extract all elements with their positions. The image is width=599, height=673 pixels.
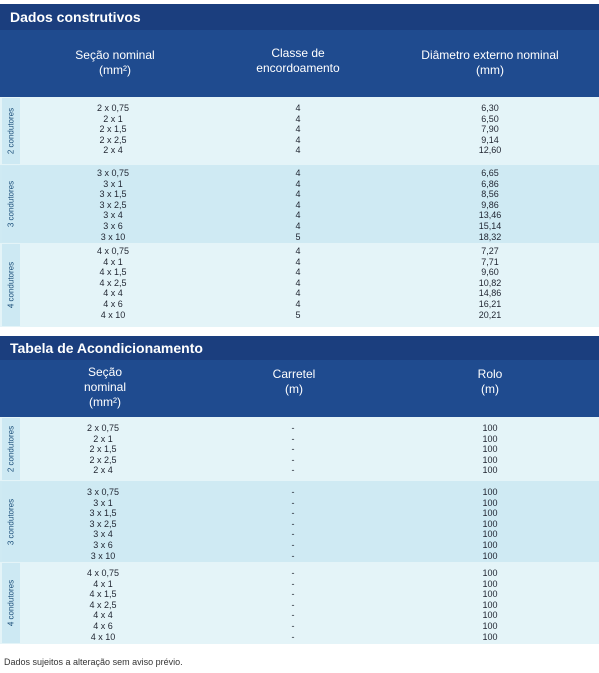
table-cell: - — [291, 423, 295, 433]
table-cell: 100 — [482, 487, 498, 497]
table-cell: 100 — [482, 454, 498, 465]
header-carretel: Carretel (m) — [272, 367, 316, 396]
col-secao — [68, 168, 158, 242]
table-cell: 2 x 0,75 — [86, 423, 120, 433]
table-cell: 4 x 10 — [90, 631, 116, 642]
header-secao-nominal: Seção nominal (mm²) — [75, 48, 155, 77]
table-cell: 4 — [295, 145, 301, 156]
table-cell: 4 x 4 — [103, 288, 123, 299]
table-cell: 4 — [295, 298, 301, 309]
table-cell: 3 x 6 — [93, 539, 113, 550]
table-cell: - — [291, 610, 295, 621]
table-cell: 9,14 — [481, 134, 499, 145]
table-cell: 100 — [482, 465, 498, 476]
table-cell: 4 — [295, 124, 301, 135]
table-cell: 100 — [482, 568, 498, 578]
table-cell: 14,86 — [478, 288, 502, 299]
table1-title: Dados construtivos — [0, 4, 599, 30]
table-cell: 100 — [482, 589, 498, 600]
table-cell: 100 — [482, 518, 498, 529]
table-cell: 2 x 2,5 — [89, 454, 117, 465]
table-cell: 5 — [295, 309, 301, 320]
table-cell: - — [291, 497, 295, 508]
col-rolo — [445, 568, 535, 642]
table-cell: 18,32 — [478, 231, 502, 242]
table-cell: 100 — [482, 444, 498, 455]
table-cell: 4 — [295, 246, 301, 256]
table-cell: 12,60 — [478, 145, 502, 156]
col-classe — [253, 246, 343, 320]
table-cell: 2 x 2,5 — [99, 134, 127, 145]
table-cell: 4 — [295, 189, 301, 200]
table-cell: 15,14 — [478, 220, 502, 231]
group-label-4-condutores: 4 condutores — [2, 244, 20, 326]
table-cell: 2 x 1 — [103, 113, 123, 124]
table-cell: 9,86 — [481, 199, 499, 210]
table-cell: 4 x 6 — [93, 620, 113, 631]
header-diametro-externo: Diâmetro externo nominal (mm) — [421, 48, 559, 77]
table-cell: - — [291, 433, 295, 444]
table-cell: 6,30 — [481, 103, 499, 113]
table-cell: 100 — [482, 610, 498, 621]
table-cell: 4 x 1 — [103, 256, 123, 267]
table2-group-2-condutores — [0, 417, 599, 481]
col-diametro — [445, 168, 535, 242]
table-cell: 2 x 1,5 — [89, 444, 117, 455]
col-rolo — [445, 487, 535, 561]
col-secao — [68, 103, 158, 156]
group-label-2-condutores: 2 condutores — [2, 418, 20, 480]
table-cell: 2 x 1 — [93, 433, 113, 444]
footnote: Dados sujeitos a alteração sem aviso prévio. — [4, 657, 183, 667]
table-cell: 4 — [295, 288, 301, 299]
table-cell: 9,60 — [481, 267, 499, 278]
table-cell: 4 x 0,75 — [86, 568, 120, 578]
table-cell: 4 — [295, 103, 301, 113]
table-cell: 16,21 — [478, 298, 502, 309]
table-cell: 3 x 10 — [90, 550, 116, 561]
table-cell: 100 — [482, 508, 498, 519]
table-cell: 4 — [295, 134, 301, 145]
table-cell: - — [291, 508, 295, 519]
table-cell: - — [291, 550, 295, 561]
table1-header — [0, 30, 599, 97]
table-cell: - — [291, 529, 295, 540]
col-carretel — [248, 487, 338, 561]
table-cell: 3 x 1 — [93, 497, 113, 508]
table-cell: 3 x 6 — [103, 220, 123, 231]
table-cell: 4 x 1,5 — [99, 267, 127, 278]
table-cell: - — [291, 631, 295, 642]
table-cell: 4 x 4 — [93, 610, 113, 621]
table-cell: 100 — [482, 599, 498, 610]
table-cell: 13,46 — [478, 210, 502, 221]
table-cell: 4 — [295, 220, 301, 231]
table-cell: 7,27 — [481, 246, 499, 256]
table-cell: 4 — [295, 199, 301, 210]
table-cell: - — [291, 465, 295, 476]
table-cell: - — [291, 578, 295, 589]
table-cell: 100 — [482, 539, 498, 550]
table-cell: 3 x 2,5 — [89, 518, 117, 529]
table-cell: 100 — [482, 497, 498, 508]
table-cell: - — [291, 487, 295, 497]
table-cell: - — [291, 444, 295, 455]
group-label-3-condutores: 3 condutores — [2, 166, 20, 242]
table-cell: 100 — [482, 423, 498, 433]
table-cell: 5 — [295, 231, 301, 242]
table1-group-2-condutores — [0, 97, 599, 165]
group-label-2-condutores: 2 condutores — [2, 98, 20, 164]
table-cell: - — [291, 539, 295, 550]
table-cell: 3 x 4 — [103, 210, 123, 221]
table-cell: 2 x 4 — [93, 465, 113, 476]
col-secao — [58, 568, 148, 642]
table-cell: 10,82 — [478, 277, 502, 288]
header-secao-nominal: Seção nominal (mm²) — [83, 365, 127, 409]
table-cell: 4 — [295, 178, 301, 189]
table-cell: 3 x 1,5 — [99, 189, 127, 200]
table-cell: 4 x 6 — [103, 298, 123, 309]
col-rolo — [445, 423, 535, 476]
table-cell: 2 x 1,5 — [99, 124, 127, 135]
table2-group-3-condutores — [0, 481, 599, 562]
table-cell: - — [291, 620, 295, 631]
table-cell: 4 x 2,5 — [89, 599, 117, 610]
table-cell: 100 — [482, 550, 498, 561]
table-cell: 3 x 10 — [100, 231, 126, 242]
header-rolo: Rolo (m) — [477, 367, 503, 396]
table-cell: 6,86 — [481, 178, 499, 189]
table-cell: 4 — [295, 168, 301, 178]
table2-group-4-condutores — [0, 562, 599, 644]
col-carretel — [248, 423, 338, 476]
col-secao — [58, 487, 148, 561]
table1-group-3-condutores — [0, 165, 599, 243]
col-classe — [253, 103, 343, 156]
table-cell: 2 x 0,75 — [96, 103, 130, 113]
table-cell: 20,21 — [478, 309, 502, 320]
table-cell: 6,50 — [481, 113, 499, 124]
table-cell: 100 — [482, 433, 498, 444]
table-cell: - — [291, 518, 295, 529]
table-cell: 4 — [295, 267, 301, 278]
table-cell: 100 — [482, 620, 498, 631]
table-cell: - — [291, 589, 295, 600]
table-cell: 3 x 4 — [93, 529, 113, 540]
col-diametro — [445, 103, 535, 156]
table1-group-4-condutores — [0, 243, 599, 327]
col-classe — [253, 168, 343, 242]
table-cell: - — [291, 454, 295, 465]
table-cell: 6,65 — [481, 168, 499, 178]
col-diametro — [445, 246, 535, 320]
table-cell: 4 x 2,5 — [99, 277, 127, 288]
table-cell: 4 x 0,75 — [96, 246, 130, 256]
col-carretel — [248, 568, 338, 642]
table-cell: 8,56 — [481, 189, 499, 200]
table-cell: 100 — [482, 578, 498, 589]
table-cell: 4 — [295, 210, 301, 221]
group-label-4-condutores: 4 condutores — [2, 563, 20, 643]
table-cell: 3 x 0,75 — [86, 487, 120, 497]
table-cell: 4 x 1 — [93, 578, 113, 589]
table-cell: 3 x 0,75 — [96, 168, 130, 178]
header-classe-encordoamento: Classe de encordoamento — [256, 46, 340, 75]
table-cell: 7,90 — [481, 124, 499, 135]
table-cell: 4 x 1,5 — [89, 589, 117, 600]
group-label-3-condutores: 3 condutores — [2, 482, 20, 561]
table-cell: 100 — [482, 529, 498, 540]
table-cell: 4 — [295, 277, 301, 288]
table-cell: - — [291, 568, 295, 578]
col-secao — [68, 246, 158, 320]
table-cell: 100 — [482, 631, 498, 642]
table-cell: 4 — [295, 256, 301, 267]
table-cell: - — [291, 599, 295, 610]
table-cell: 7,71 — [481, 256, 499, 267]
table-cell: 2 x 4 — [103, 145, 123, 156]
table-cell: 4 x 10 — [100, 309, 126, 320]
table-cell: 3 x 1,5 — [89, 508, 117, 519]
table2-header — [0, 360, 599, 417]
table-cell: 4 — [295, 113, 301, 124]
table-cell: 3 x 2,5 — [99, 199, 127, 210]
col-secao — [58, 423, 148, 476]
table-cell: 3 x 1 — [103, 178, 123, 189]
table2-title: Tabela de Acondicionamento — [0, 336, 599, 360]
